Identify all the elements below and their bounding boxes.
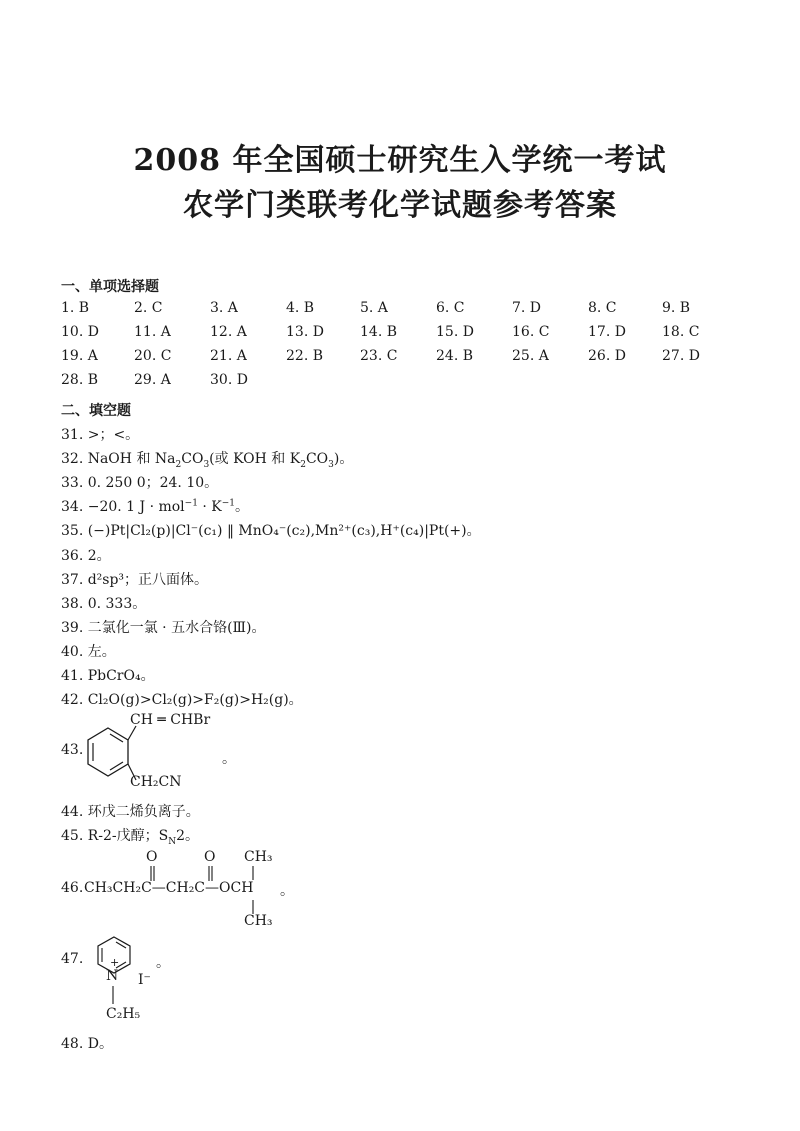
mc-answer: 24. B	[436, 348, 474, 364]
answer-47-number: 47.	[61, 951, 84, 967]
answer-43-vinyl-group: CH ═ CHBr	[130, 712, 211, 728]
answer-47-bond	[108, 986, 118, 1006]
answer-34-sup: −1	[184, 498, 198, 509]
answer-40: 40. 左。	[61, 644, 116, 660]
mc-answer: 16. C	[512, 324, 550, 340]
answer-48: 48. D。	[61, 1036, 113, 1052]
answer-32-text: )。	[333, 451, 354, 467]
answer-46-end: 。	[280, 883, 294, 899]
answer-32-sub: 2	[300, 459, 306, 470]
answer-31: 31. >；<。	[61, 427, 140, 443]
answer-36: 36. 2。	[61, 548, 111, 564]
mc-answer: 30. D	[210, 372, 248, 388]
answer-47-ethyl: C₂H₅	[106, 1006, 141, 1022]
mc-answer: 7. D	[512, 300, 542, 316]
section-heading-fill: 二、填空题	[61, 403, 131, 419]
mc-answer: 22. B	[286, 348, 324, 364]
answer-42: 42. Cl₂O(g)>Cl₂(g)>F₂(g)>H₂(g)。	[61, 692, 303, 708]
mc-answer: 3. A	[210, 300, 238, 316]
answer-38: 38. 0. 333。	[61, 596, 147, 612]
mc-answer: 26. D	[588, 348, 626, 364]
answer-34-text: 。	[235, 499, 250, 515]
answer-45-text: 45. R-2-戊醇；S	[61, 828, 169, 844]
answer-46-methyl-bottom: CH₃	[244, 913, 273, 929]
mc-answer: 14. B	[360, 324, 398, 340]
mc-answer: 27. D	[662, 348, 700, 364]
mc-answer: 13. D	[286, 324, 324, 340]
answer-34-text: · K	[197, 499, 222, 515]
answer-45-sub: N	[168, 836, 177, 847]
answer-46-number: 46.	[61, 880, 84, 896]
mc-answer: 17. D	[588, 324, 626, 340]
mc-answer: 4. B	[286, 300, 315, 316]
answer-32-sub: 2	[175, 459, 182, 470]
mc-answer: 28. B	[61, 372, 99, 388]
mc-answer: 8. C	[588, 300, 617, 316]
mc-answer: 18. C	[662, 324, 700, 340]
answer-33: 33. 0. 250 0；24. 10。	[61, 475, 219, 491]
answer-32-sub: 3	[328, 459, 334, 470]
mc-answer: 20. C	[134, 348, 172, 364]
answer-46-oxygen-1: O	[146, 849, 158, 865]
answer-47-nitrogen: N	[106, 968, 119, 984]
title-line-2: 农学门类联考化学试题参考答案	[183, 188, 617, 223]
answer-32-text: (或 KOH 和 K	[209, 451, 301, 467]
mc-answer: 19. A	[61, 348, 98, 364]
answer-34-text: 34. −20. 1 J · mol	[61, 499, 185, 515]
mc-answer: 1. B	[61, 300, 90, 316]
answer-35: 35. (−)Pt|Cl₂(p)|Cl⁻(c₁) ‖ MnO₄⁻(c₂),Mn²⁺(c₃),H⁺(c₄)|Pt(+)。	[61, 523, 481, 539]
title-line-1: 2008 年全国硕士研究生入学统一考试	[133, 143, 667, 178]
mc-answer: 6. C	[436, 300, 465, 316]
mc-answer: 10. D	[61, 324, 99, 340]
mc-answer: 11. A	[134, 324, 171, 340]
mc-answer: 12. A	[210, 324, 247, 340]
answer-32-text: CO	[305, 451, 329, 467]
answer-44: 44. 环戊二烯负离子。	[61, 804, 200, 820]
answer-32	[61, 448, 353, 470]
answer-39: 39. 二氯化一氯 · 五水合铬(Ⅲ)。	[61, 620, 266, 636]
mc-answer: 5. A	[360, 300, 388, 316]
answer-43-end: 。	[222, 751, 236, 767]
mc-answer: 23. C	[360, 348, 398, 364]
mc-answer: 15. D	[436, 324, 474, 340]
answer-32-sub: 3	[203, 459, 210, 470]
answer-46-oxygen-2: O	[204, 849, 216, 865]
answer-45	[61, 825, 199, 847]
mc-answer: 9. B	[662, 300, 691, 316]
answer-46-main-chain: CH₃CH₂C—CH₂C—OCH	[84, 880, 254, 896]
mc-answer: 2. C	[134, 300, 163, 316]
answer-47-iodide: I⁻	[138, 972, 151, 988]
answer-37: 37. d²sp³；正八面体。	[61, 572, 209, 588]
answer-43-number: 43.	[61, 742, 84, 758]
answer-43-cyanomethyl-group: CH₂CN	[130, 774, 182, 790]
mc-answer: 21. A	[210, 348, 247, 364]
answer-46-methyl-top: CH₃	[244, 849, 273, 865]
mc-answer: 25. A	[512, 348, 549, 364]
mc-answer: 29. A	[134, 372, 171, 388]
answer-34	[61, 496, 249, 516]
answer-47-charge: +	[110, 956, 120, 969]
answer-47-end: 。	[156, 955, 170, 971]
answer-34-sup: −1	[221, 498, 236, 509]
answer-32-text: 32. NaOH 和 Na	[61, 451, 176, 467]
answer-45-text: 2。	[176, 828, 200, 844]
section-heading-choice: 一、单项选择题	[61, 279, 159, 295]
answer-41: 41. PbCrO₄。	[61, 668, 155, 684]
answer-32-text: CO	[181, 451, 204, 467]
